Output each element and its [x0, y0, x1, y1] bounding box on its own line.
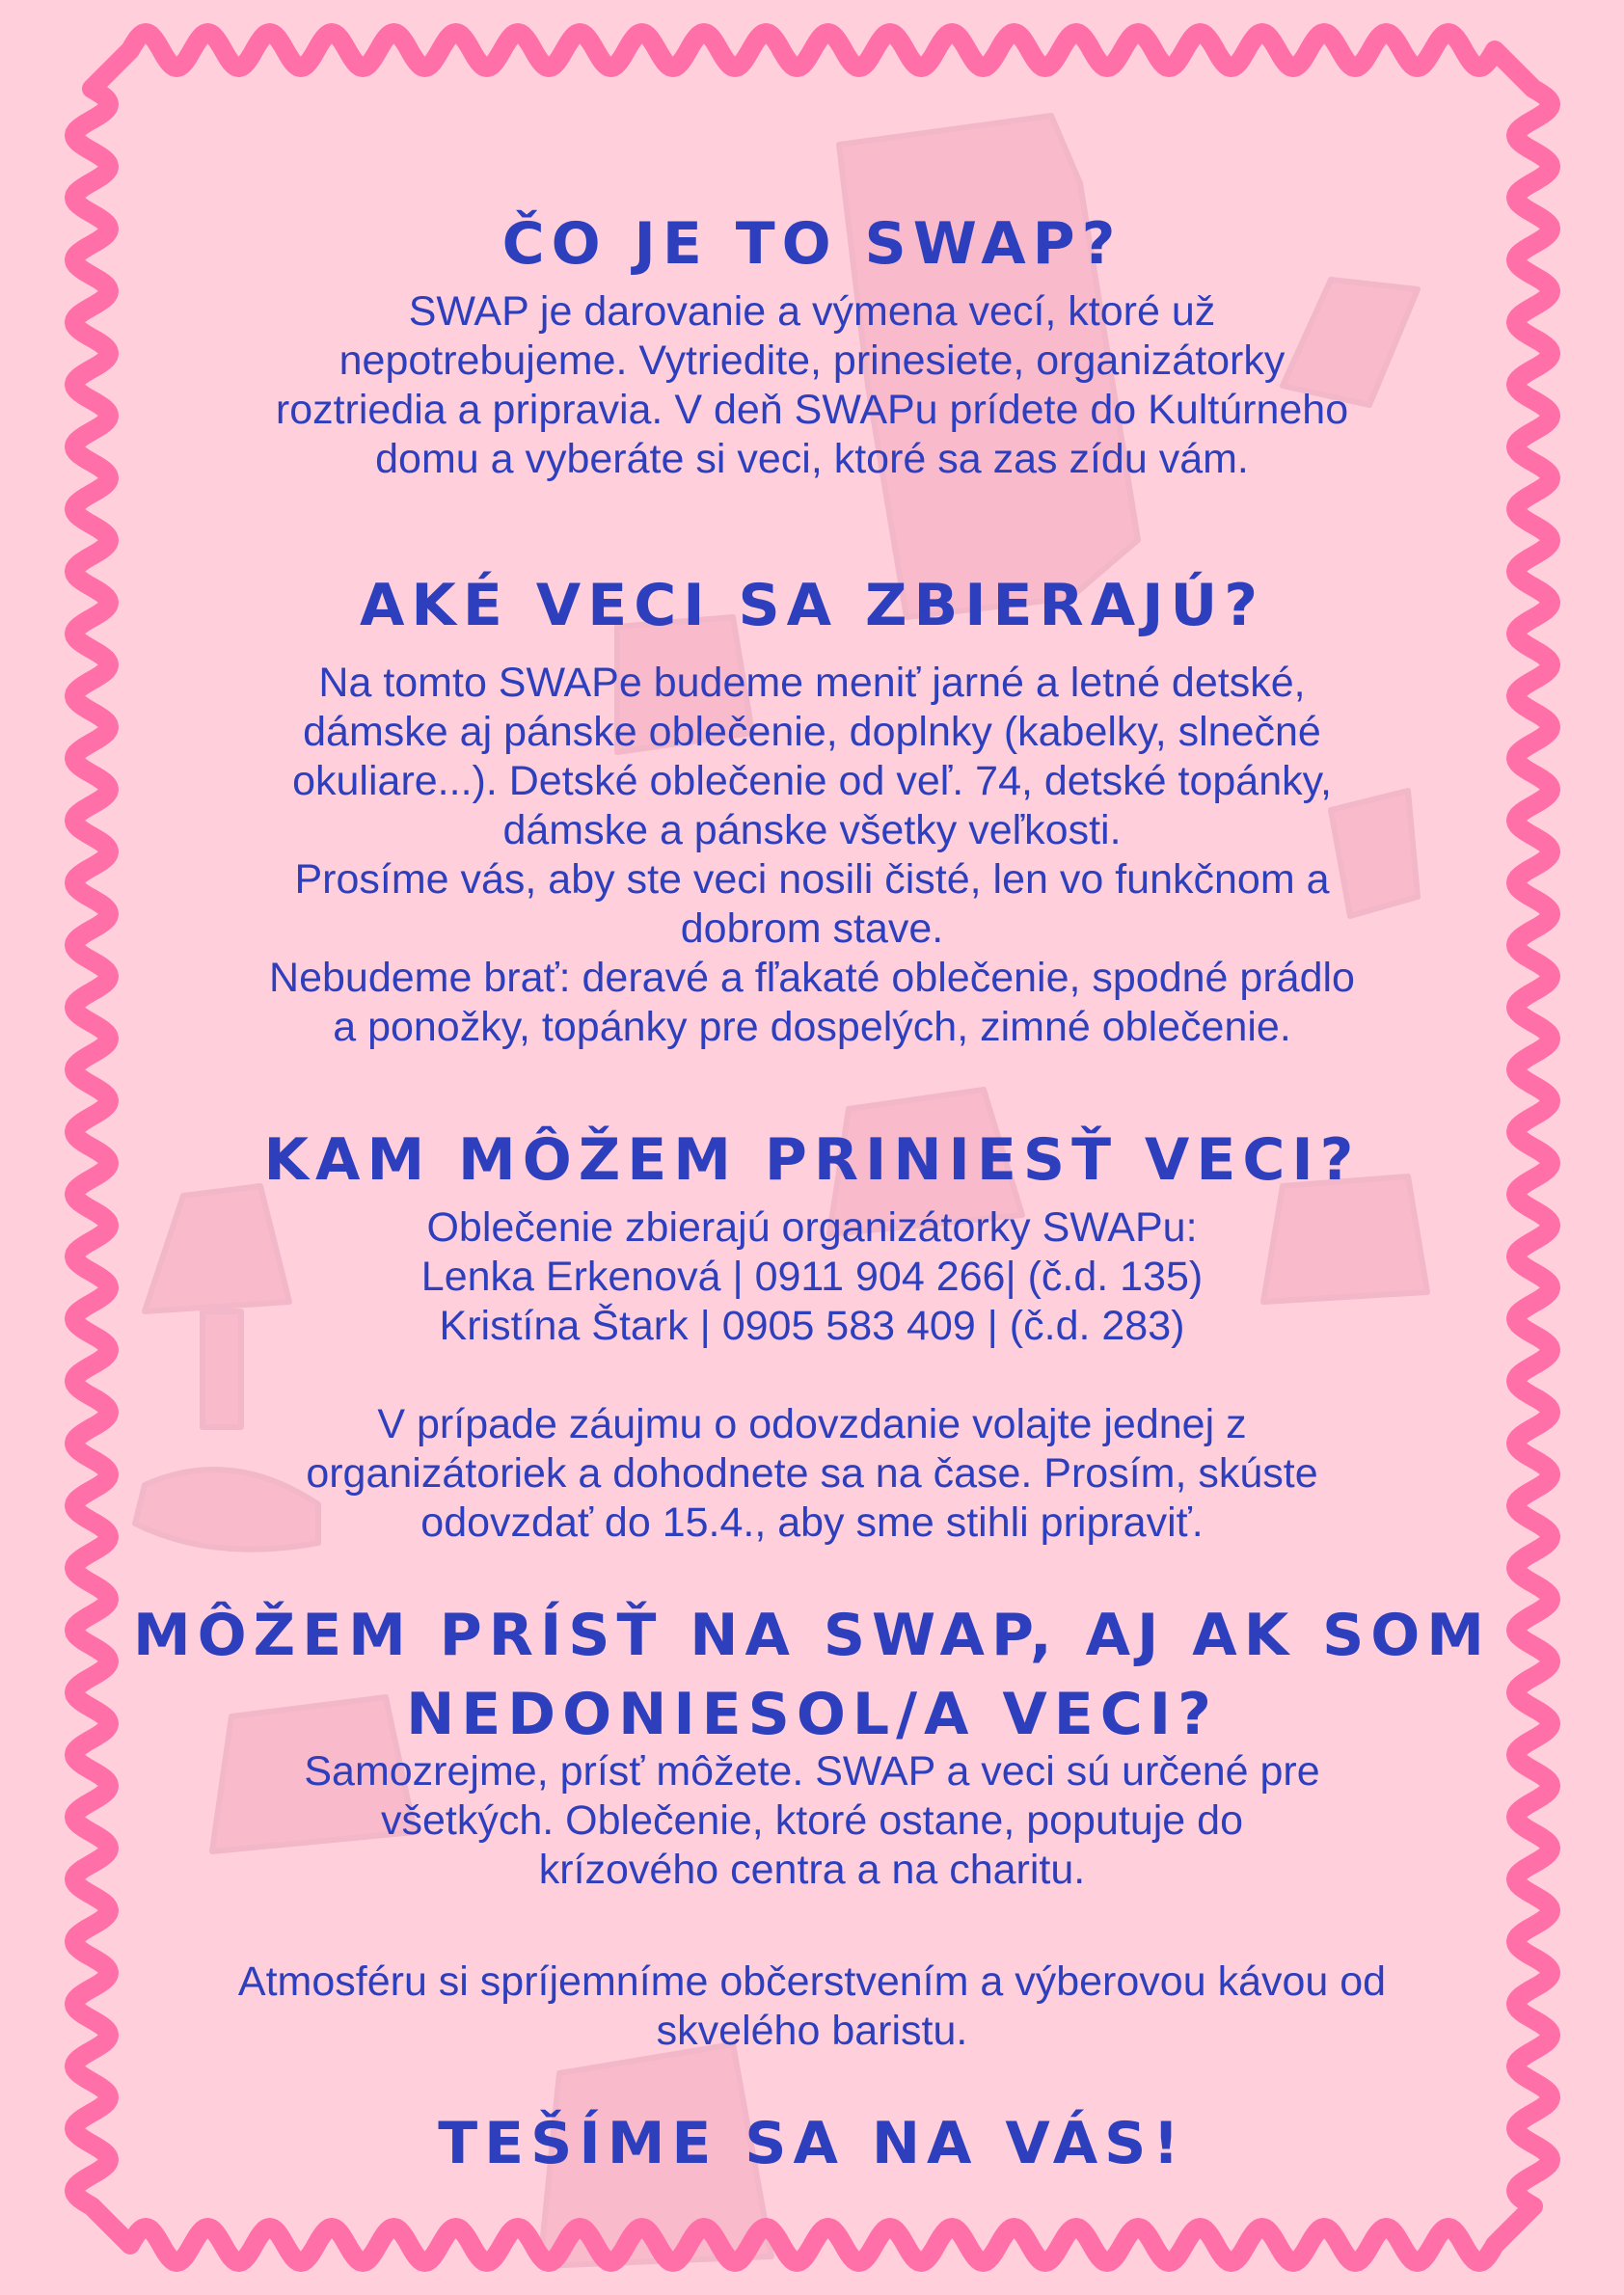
flyer-content	[125, 0, 1499, 2295]
heading-where-bring: KAM MÔŽEM PRINIESŤ VECI?	[263, 1126, 1361, 1194]
organizer-contact: Lenka Erkenová | 0911 904 266| (č.d. 135)	[420, 1254, 1204, 1300]
text-line: všetkých. Oblečenie, ktoré ostane, poputuje do	[381, 1797, 1243, 1844]
paragraph-what-items	[125, 659, 1499, 1052]
heading-what-items: AKÉ VECI SA ZBIERAJÚ?	[359, 572, 1265, 639]
text-line: odovzdať do 15.4., aby sme stihli pripraviť.	[420, 1499, 1204, 1546]
organizer-contact: Kristína Štark | 0905 583 409 | (č.d. 283)	[439, 1303, 1185, 1349]
text-line: a ponožky, topánky pre dospelých, zimné oblečenie.	[333, 1004, 1291, 1050]
text-line: domu a vyberáte si veci, ktoré sa zas zídu vám.	[375, 436, 1249, 482]
text-line: Na tomto SWAPe budeme meniť jarné a letné detské,	[318, 660, 1306, 706]
text-line: dobrom stave.	[680, 905, 944, 952]
text-line: roztriedia a pripravia. V deň SWAPu prídete do Kultúrneho	[275, 387, 1349, 433]
heading-can-come-line-2: NEDONIESOL/A VECI?	[406, 1681, 1218, 1748]
paragraph-what-is-swap	[125, 287, 1499, 484]
paragraph-organizers	[125, 1203, 1499, 1351]
text-line: dámske aj pánske oblečenie, doplnky (kabelky, slnečné	[303, 709, 1321, 755]
text-line: okuliare...). Detské oblečenie od veľ. 74, detské topánky,	[292, 758, 1332, 804]
text-line: organizátoriek a dohodnete sa na čase. Prosím, skúste	[306, 1450, 1318, 1497]
text-line: Prosíme vás, aby ste veci nosili čisté, len vo funkčnom a	[294, 856, 1330, 903]
text-line: V prípade záujmu o odovzdanie volajte jednej z	[377, 1401, 1247, 1447]
text-line: krízového centra a na charitu.	[538, 1847, 1086, 1893]
text-line: SWAP je darovanie a výmena vecí, ktoré už	[408, 288, 1216, 335]
text-line: nepotrebujeme. Vytriedite, prinesiete, organizátorky	[338, 338, 1286, 384]
paragraph-handover	[125, 1400, 1499, 1548]
text-line: dámske a pánske všetky veľkosti.	[502, 807, 1122, 853]
text-line: Oblečenie zbierajú organizátorky SWAPu:	[426, 1204, 1198, 1251]
paragraph-atmosphere	[125, 1958, 1499, 2056]
text-line: Samozrejme, prísť môžete. SWAP a veci sú určené pre	[304, 1748, 1320, 1795]
text-line: skvelého baristu.	[656, 2008, 968, 2054]
heading-what-is-swap: ČO JE TO SWAP?	[501, 210, 1123, 278]
paragraph-can-come	[125, 1747, 1499, 1895]
text-line: Atmosféru si spríjemníme občerstvením a výberovou kávou od	[237, 1958, 1387, 2005]
closing-heading: TEŠÍME SA NA VÁS!	[438, 2110, 1186, 2177]
text-line: Nebudeme brať: deravé a fľakaté oblečenie, spodné prádlo	[269, 955, 1355, 1001]
heading-can-come-line-1: MÔŽEM PRÍSŤ NA SWAP, AJ AK SOM	[132, 1602, 1492, 1669]
